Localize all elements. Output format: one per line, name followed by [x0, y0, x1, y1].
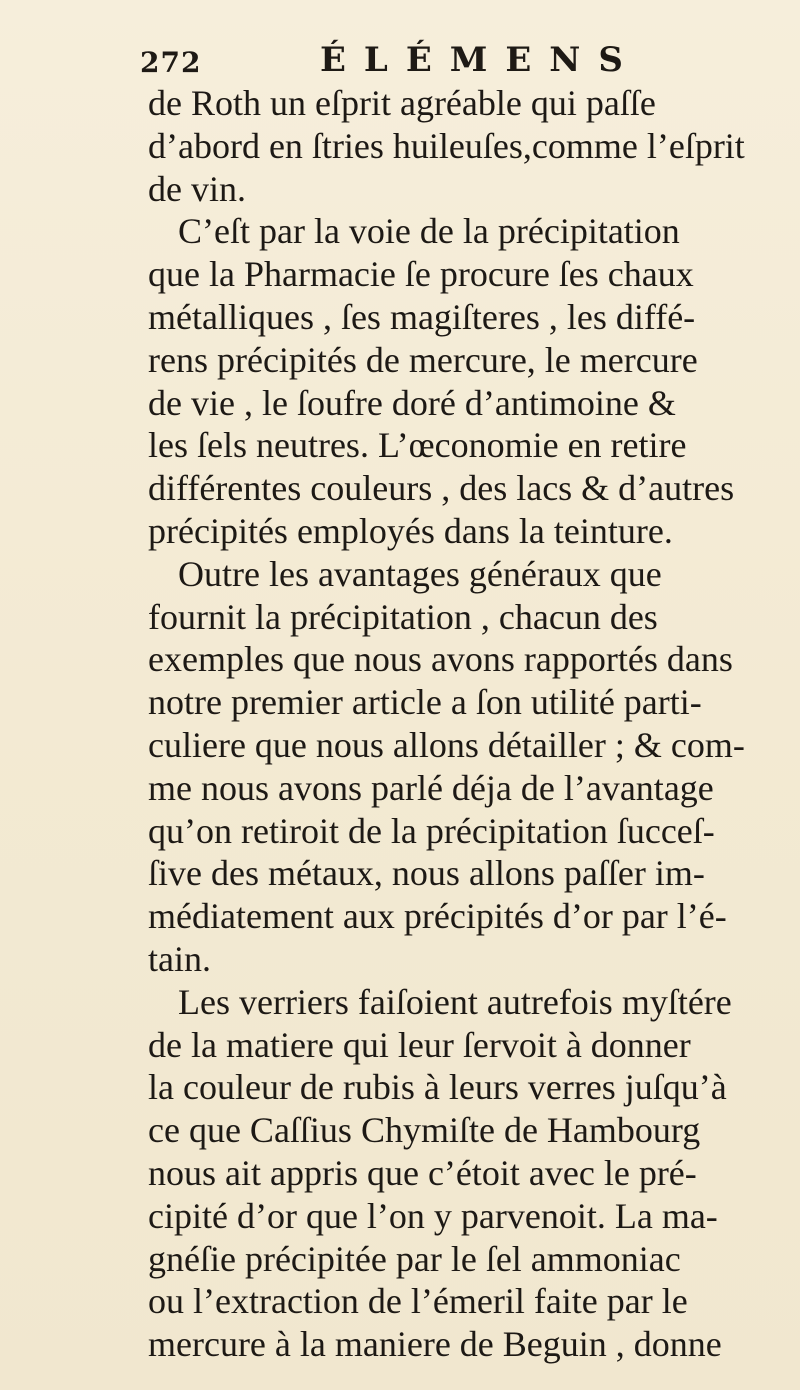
page-number: 272: [140, 46, 202, 79]
text-line: Outre les avantages généraux que: [178, 553, 662, 594]
text-line: fournit la précipitation , chacun des: [148, 596, 658, 637]
text-line: précipités employés dans la teinture.: [148, 510, 673, 551]
text-line: culiere que nous allons détailler ; & com-: [148, 724, 745, 765]
body-text: [148, 82, 778, 1366]
text-line: différentes couleurs , des lacs & d’autres: [148, 468, 735, 509]
text-line: de vin.: [148, 168, 246, 209]
text-line: que la Pharmacie ſe procure ſes chaux: [148, 254, 694, 295]
text-line: notre premier article a ſon utilité parti-: [148, 682, 702, 723]
text-line: rens précipités de mercure, le mercure: [148, 339, 698, 380]
text-line: les ſels neutres. L’œconomie en retire: [148, 425, 687, 466]
text-line: de Roth un eſprit agréable qui paſſe: [148, 83, 656, 123]
text-line: C’eſt par la voie de la précipitation: [178, 211, 680, 252]
text-line: ſive des métaux, nous allons paſſer im-: [148, 853, 705, 894]
text-line: tain.: [148, 938, 211, 979]
text-line: qu’on retiroit de la précipitation ſucceſ-: [148, 810, 715, 851]
text-line: Les verriers faiſoient autrefois myſtére: [178, 981, 732, 1022]
text-line: nous ait appris que c’étoit avec le pré-: [148, 1152, 697, 1193]
text-line: exemples que nous avons rapportés dans: [148, 639, 733, 680]
running-title: ÉLÉMENS: [320, 40, 641, 80]
text-line: médiatement aux précipités d’or par l’é-: [148, 896, 727, 937]
text-line: ce que Caſſius Chymiſte de Hambourg: [148, 1110, 701, 1151]
text-line: d’abord en ſtries huileuſes,comme l’eſprit: [148, 125, 745, 166]
text-line: cipité d’or que l’on y parvenoit. La ma-: [148, 1195, 718, 1236]
text-line: me nous avons parlé déja de l’avantage: [148, 767, 714, 808]
text-line: ou l’extraction de l’émeril faite par le: [148, 1281, 688, 1322]
text-line: de la matiere qui leur ſervoit à donner: [148, 1024, 691, 1065]
text-line: la couleur de rubis à leurs verres juſqu’à: [148, 1067, 727, 1108]
text-line: de vie , le ſoufre doré d’antimoine &: [148, 382, 676, 423]
text-line: gnéſie précipitée par le ſel ammoniac: [148, 1238, 681, 1279]
text-line: métalliques , ſes magiſteres , les diffé-: [148, 296, 696, 337]
text-line: mercure à la maniere de Beguin , donne: [148, 1324, 722, 1365]
